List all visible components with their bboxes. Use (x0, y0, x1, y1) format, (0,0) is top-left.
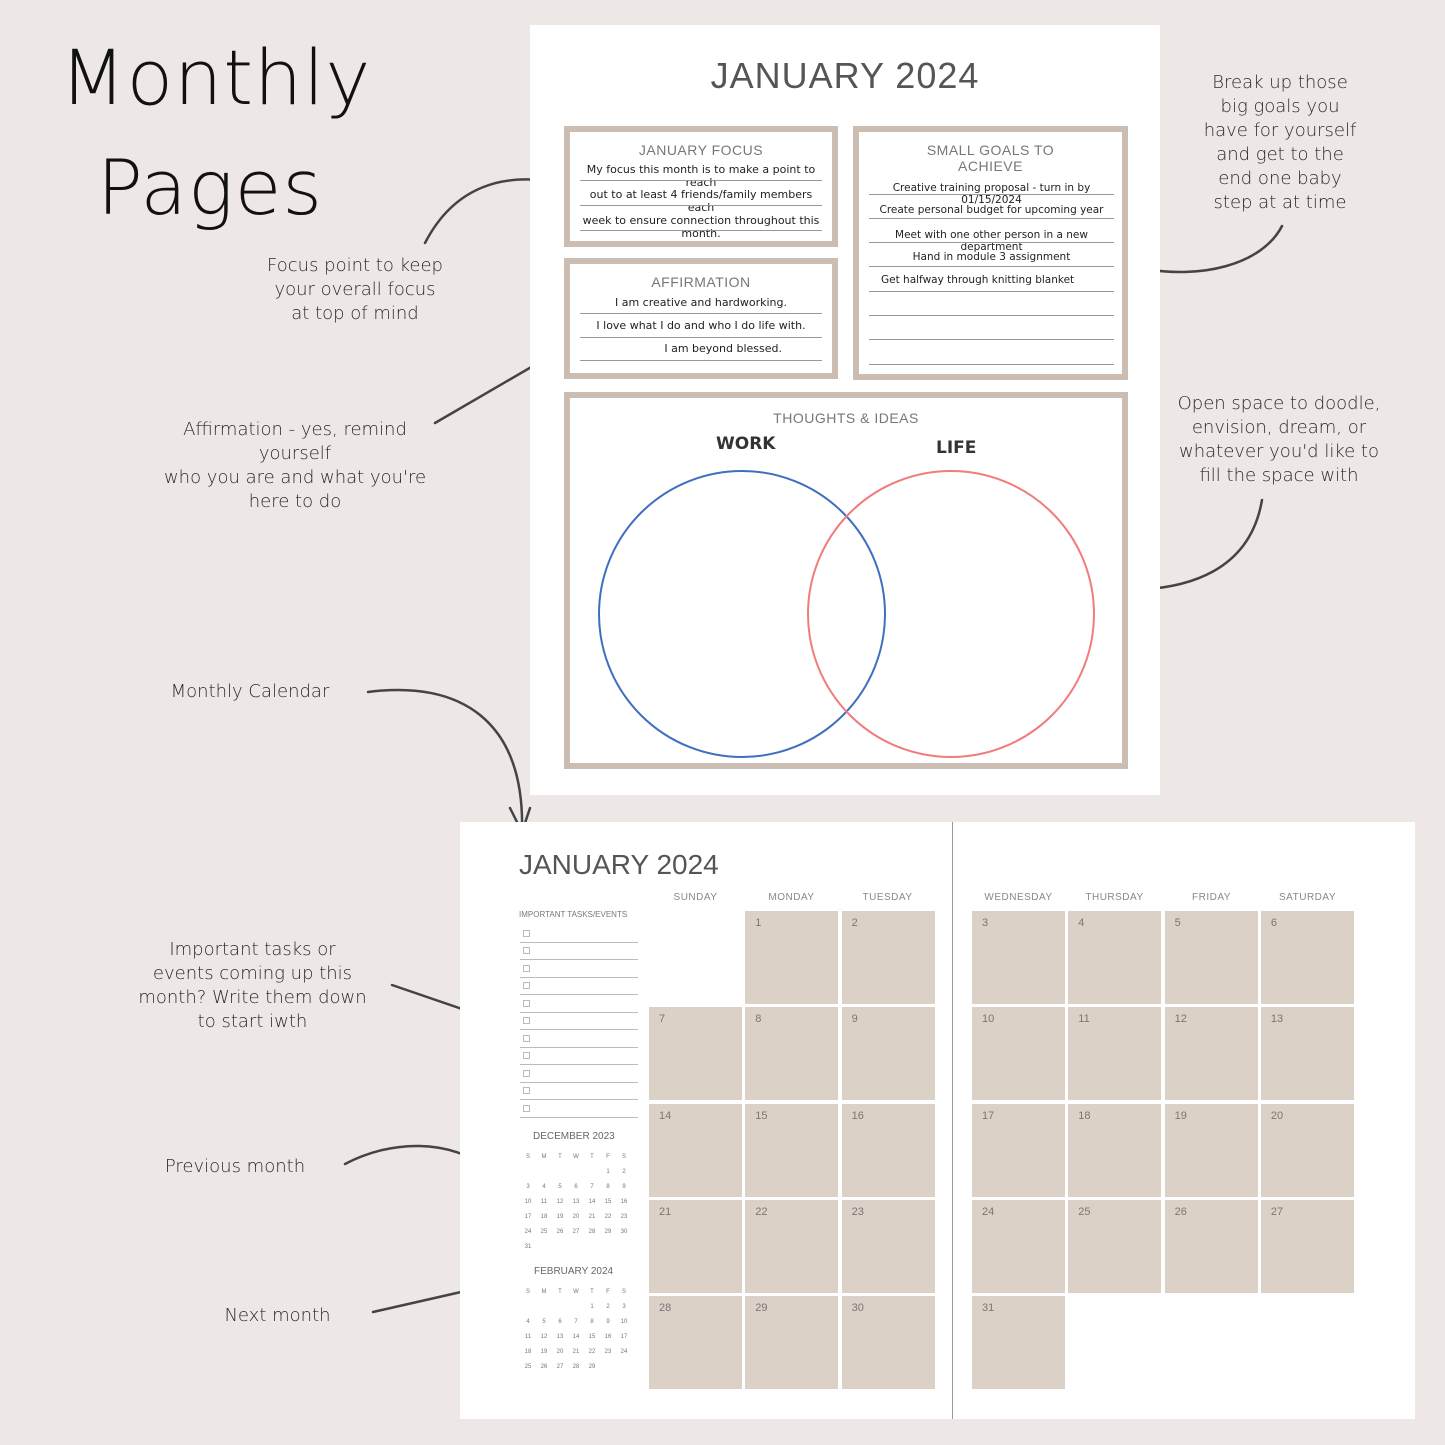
focus-panel (564, 126, 838, 247)
mini-day: 10 (620, 1319, 628, 1325)
mini-day: 4 (526, 1319, 530, 1325)
checkbox-icon (523, 947, 530, 954)
mini-day: 26 (540, 1364, 548, 1370)
heading-line-1: Monthly (60, 33, 372, 122)
mini-day: 24 (524, 1229, 532, 1235)
mini-day: 18 (524, 1349, 532, 1355)
mini-day: 25 (540, 1229, 548, 1235)
day-number: 13 (1270, 1013, 1284, 1026)
mini-day: 24 (620, 1349, 628, 1355)
mini-dow-label: F (606, 1154, 610, 1160)
day-cell[interactable] (649, 1200, 742, 1293)
mini-day: 8 (606, 1184, 610, 1190)
mini-day: 23 (620, 1214, 628, 1220)
dow-sunday: SUNDAY (673, 892, 718, 903)
life-circle (808, 471, 1094, 757)
day-cell[interactable] (1165, 1200, 1258, 1293)
dow-saturday: SATURDAY (1279, 892, 1336, 903)
day-cell[interactable] (842, 1007, 935, 1100)
thoughts-title: THOUGHTS & IDEAS (773, 410, 919, 426)
mini-day: 17 (524, 1214, 532, 1220)
day-number: 18 (1078, 1109, 1091, 1122)
day-number: 23 (851, 1205, 864, 1218)
mini-day: 30 (620, 1229, 628, 1235)
day-number: 20 (1270, 1109, 1284, 1122)
tasks-list (520, 926, 640, 1126)
mini-day: 9 (622, 1184, 626, 1190)
mini-dow-label: T (558, 1289, 562, 1295)
next-month-annotation: Next month (224, 1305, 331, 1326)
tasks-annotation: Important tasks or events coming up this month? Write them down to start iwth (138, 939, 367, 1032)
day-number: 19 (1174, 1109, 1187, 1122)
day-cell[interactable] (1261, 1200, 1354, 1293)
mini-day: 12 (556, 1199, 564, 1205)
day-cell[interactable] (972, 1104, 1065, 1197)
goal-line-2: Create personal budget for upcoming year (879, 204, 1104, 216)
task-row[interactable] (520, 996, 638, 1013)
focus-annotation: Focus point to keep your overall focus at top of mind (267, 255, 443, 324)
mini-dow-label: T (590, 1154, 594, 1160)
mini-day: 31 (524, 1244, 532, 1250)
mini-day: 19 (540, 1349, 548, 1355)
goals-arrow (1140, 226, 1282, 272)
next-month-title: FEBRUARY 2024 (534, 1266, 614, 1277)
day-cell[interactable] (1068, 1007, 1161, 1100)
mini-day: 18 (540, 1214, 548, 1220)
mini-dow-label: S (621, 1154, 626, 1160)
previous-month-annotation: Previous month (164, 1156, 306, 1177)
day-number: 3 (982, 917, 989, 929)
day-cell[interactable] (972, 1007, 1065, 1100)
task-row[interactable] (520, 961, 638, 978)
checkbox-icon (523, 930, 530, 937)
day-cell[interactable] (972, 1296, 1065, 1389)
mini-day: 27 (556, 1364, 564, 1370)
task-row[interactable] (520, 1066, 638, 1083)
task-row[interactable] (520, 1031, 638, 1048)
day-number: 14 (659, 1109, 672, 1122)
prev-month-grid (520, 1154, 632, 1264)
mini-day: 14 (572, 1334, 580, 1340)
day-number: 5 (1174, 917, 1181, 929)
day-cell[interactable] (649, 1007, 742, 1100)
mini-dow-label: S (525, 1289, 530, 1295)
mini-day: 21 (588, 1214, 596, 1220)
mini-dow-label: M (541, 1154, 547, 1160)
goals-title-2: ACHIEVE (958, 158, 1023, 174)
goals-title-1: SMALL GOALS TO (926, 142, 1055, 158)
day-cell[interactable] (842, 1200, 935, 1293)
day-number: 24 (982, 1205, 995, 1218)
checkbox-icon (523, 1052, 530, 1059)
mini-day: 20 (572, 1214, 580, 1220)
calendar-annotation: Monthly Calendar (170, 681, 330, 702)
day-number: 16 (851, 1109, 864, 1122)
day-number: 11 (1078, 1013, 1090, 1026)
day-number: 26 (1174, 1205, 1187, 1218)
checkbox-icon (523, 1000, 530, 1007)
mini-day: 26 (556, 1229, 564, 1235)
next-month-grid (520, 1289, 632, 1384)
dow-monday: MONDAY (768, 892, 815, 903)
work-label: WORK (716, 434, 776, 454)
day-number: 28 (659, 1302, 672, 1315)
day-number: 17 (982, 1109, 995, 1122)
day-number: 12 (1174, 1013, 1187, 1026)
mini-dow-label: S (621, 1289, 626, 1295)
mini-dow-label: M (541, 1289, 547, 1295)
day-cell[interactable] (842, 1296, 935, 1389)
mini-day: 25 (524, 1364, 532, 1370)
day-number: 22 (755, 1205, 768, 1218)
focus-line-3: week to ensure connection throughout this month. (582, 214, 820, 240)
task-row[interactable] (520, 1083, 638, 1100)
day-number: 21 (659, 1205, 672, 1218)
page-title: JANUARY 2024 (710, 55, 980, 96)
mini-day: 29 (588, 1364, 596, 1370)
mini-day: 28 (572, 1364, 580, 1370)
dow-friday: FRIDAY (1192, 892, 1231, 903)
day-number: 8 (755, 1013, 762, 1026)
day-cell[interactable] (649, 1104, 742, 1197)
mini-day: 27 (572, 1229, 580, 1235)
day-cell[interactable] (745, 1007, 838, 1100)
mini-dow-label: T (558, 1154, 562, 1160)
day-number: 27 (1270, 1205, 1284, 1218)
day-cell[interactable] (1068, 1200, 1161, 1293)
mini-day: 1 (590, 1304, 594, 1310)
checkbox-icon (523, 965, 530, 972)
mini-day: 28 (588, 1229, 596, 1235)
mini-day: 6 (574, 1184, 578, 1190)
checkbox-icon (523, 1087, 530, 1094)
mini-dow-label: W (573, 1154, 579, 1160)
day-cell[interactable] (1068, 911, 1161, 1004)
day-cell[interactable] (1165, 911, 1258, 1004)
goal-line-4: Hand in module 3 assignment (912, 251, 1071, 263)
dow-tuesday: TUESDAY (862, 892, 913, 903)
task-row[interactable] (520, 943, 638, 960)
day-number: 4 (1078, 917, 1085, 929)
mini-day: 2 (622, 1169, 626, 1175)
mini-day: 11 (524, 1334, 532, 1340)
mini-dow-label: T (590, 1289, 594, 1295)
mini-day: 3 (622, 1304, 626, 1310)
affirmation-line-1: I am creative and hardworking. (614, 296, 787, 309)
mini-day: 20 (556, 1349, 564, 1355)
mini-day: 1 (606, 1169, 610, 1175)
dow-wednesday: WEDNESDAY (984, 892, 1053, 903)
goals-annotation: Break up those big goals you have for yourself and get to the end one baby step at at time (1203, 72, 1357, 213)
day-cell[interactable] (972, 911, 1065, 1004)
day-number: 7 (659, 1013, 666, 1026)
spread-gutter (952, 822, 953, 1419)
mini-day: 7 (574, 1319, 578, 1325)
day-cell[interactable] (1261, 911, 1354, 1004)
mini-day: 19 (556, 1214, 564, 1220)
day-cell[interactable] (745, 1104, 838, 1197)
goal-line-3: Meet with one other person in a new department (895, 229, 1088, 253)
checkbox-icon (523, 982, 530, 989)
mini-day: 15 (604, 1199, 612, 1205)
mini-day: 7 (590, 1184, 594, 1190)
day-cell[interactable] (972, 1200, 1065, 1293)
affirmation-line-3: I am beyond blessed. (664, 342, 782, 355)
mini-day: 29 (604, 1229, 612, 1235)
focus-title: JANUARY FOCUS (638, 142, 764, 158)
work-circle (599, 471, 885, 757)
left-month-grid (649, 911, 934, 1391)
goals-panel (853, 126, 1128, 380)
mini-day: 21 (572, 1349, 580, 1355)
mini-day: 11 (540, 1199, 548, 1205)
right-month-grid (972, 911, 1354, 1391)
checkbox-icon (523, 1017, 530, 1024)
day-number: 31 (982, 1302, 995, 1315)
mini-day: 22 (604, 1214, 612, 1220)
day-number: 6 (1270, 917, 1278, 929)
mini-dow-label: S (525, 1154, 530, 1160)
mini-day: 15 (588, 1334, 596, 1340)
dow-thursday: THURSDAY (1085, 892, 1144, 903)
day-number: 2 (851, 917, 858, 929)
focus-line-2: out to at least 4 friends/family members each (589, 188, 813, 214)
day-cell[interactable] (1165, 1007, 1258, 1100)
day-cell[interactable] (745, 911, 838, 1004)
task-row[interactable] (520, 978, 638, 995)
calendar-arrow (368, 690, 522, 832)
mini-day: 3 (526, 1184, 530, 1190)
day-number: 15 (755, 1109, 768, 1122)
affirmation-title: AFFIRMATION (651, 274, 751, 290)
day-cell[interactable] (745, 1200, 838, 1293)
day-number: 10 (982, 1013, 995, 1026)
day-number: 1 (755, 917, 762, 929)
day-cell[interactable] (1261, 1104, 1354, 1197)
mini-day: 4 (542, 1184, 546, 1190)
mini-day: 22 (588, 1349, 596, 1355)
task-row[interactable] (520, 1013, 638, 1030)
mini-day: 14 (588, 1199, 596, 1205)
mini-day: 16 (604, 1334, 612, 1340)
day-number: 29 (755, 1302, 768, 1315)
mini-day: 16 (620, 1199, 628, 1205)
day-cell[interactable] (842, 1104, 935, 1197)
day-cell[interactable] (1261, 1007, 1354, 1100)
task-row[interactable] (520, 1048, 638, 1065)
thoughts-panel (564, 392, 1128, 769)
open-space-annotation: Open space to doodle, envision, dream, or whatever you'd like to fill the space with (1177, 393, 1381, 486)
mini-day: 9 (606, 1319, 610, 1325)
day-cell[interactable] (745, 1296, 838, 1389)
mini-dow-label: W (573, 1289, 579, 1295)
mini-day: 12 (540, 1334, 548, 1340)
day-number: 30 (851, 1302, 864, 1315)
day-cell[interactable] (842, 911, 935, 1004)
goal-line-5: Get halfway through knitting blanket (881, 274, 1075, 286)
day-number: 9 (851, 1013, 858, 1026)
focus-line-1: My focus this month is to make a point to reach (586, 163, 816, 189)
mini-dow-label: F (606, 1289, 610, 1295)
affirmation-line-2: I love what I do and who I do life with. (596, 319, 806, 332)
checkbox-icon (523, 1070, 530, 1077)
calendar-title: JANUARY 2024 (519, 849, 719, 880)
mini-day: 5 (558, 1184, 562, 1190)
mini-day: 6 (558, 1319, 562, 1325)
life-label: LIFE (936, 438, 977, 458)
mini-day: 2 (606, 1304, 610, 1310)
day-cell[interactable] (1165, 1104, 1258, 1197)
task-row[interactable] (520, 926, 638, 943)
monthly-page (530, 25, 1160, 795)
mini-day: 8 (590, 1319, 594, 1325)
mini-day: 17 (620, 1334, 628, 1340)
heading-line-2: Pages (97, 143, 323, 232)
tasks-label: IMPORTANT TASKS/EVENTS (519, 910, 628, 919)
venn-diagram (570, 398, 1122, 763)
mini-day: 13 (556, 1334, 564, 1340)
prev-month-title: DECEMBER 2023 (533, 1131, 615, 1142)
mini-day: 10 (524, 1199, 532, 1205)
calendar-spread (460, 822, 1415, 1419)
goal-line-1: Creative training proposal - turn in by 01/15/2024 (892, 182, 1091, 206)
day-cell[interactable] (649, 1296, 742, 1389)
task-row[interactable] (520, 1101, 638, 1118)
mini-day: 13 (572, 1199, 580, 1205)
affirmation-panel (564, 258, 838, 379)
affirmation-annotation: Affirmation - yes, remind yourself who you are and what you're here to do (163, 419, 427, 512)
mini-day: 23 (604, 1349, 612, 1355)
mini-day: 5 (542, 1319, 546, 1325)
day-cell[interactable] (1068, 1104, 1161, 1197)
checkbox-icon (523, 1035, 530, 1042)
checkbox-icon (523, 1105, 530, 1112)
day-number: 25 (1078, 1205, 1091, 1218)
